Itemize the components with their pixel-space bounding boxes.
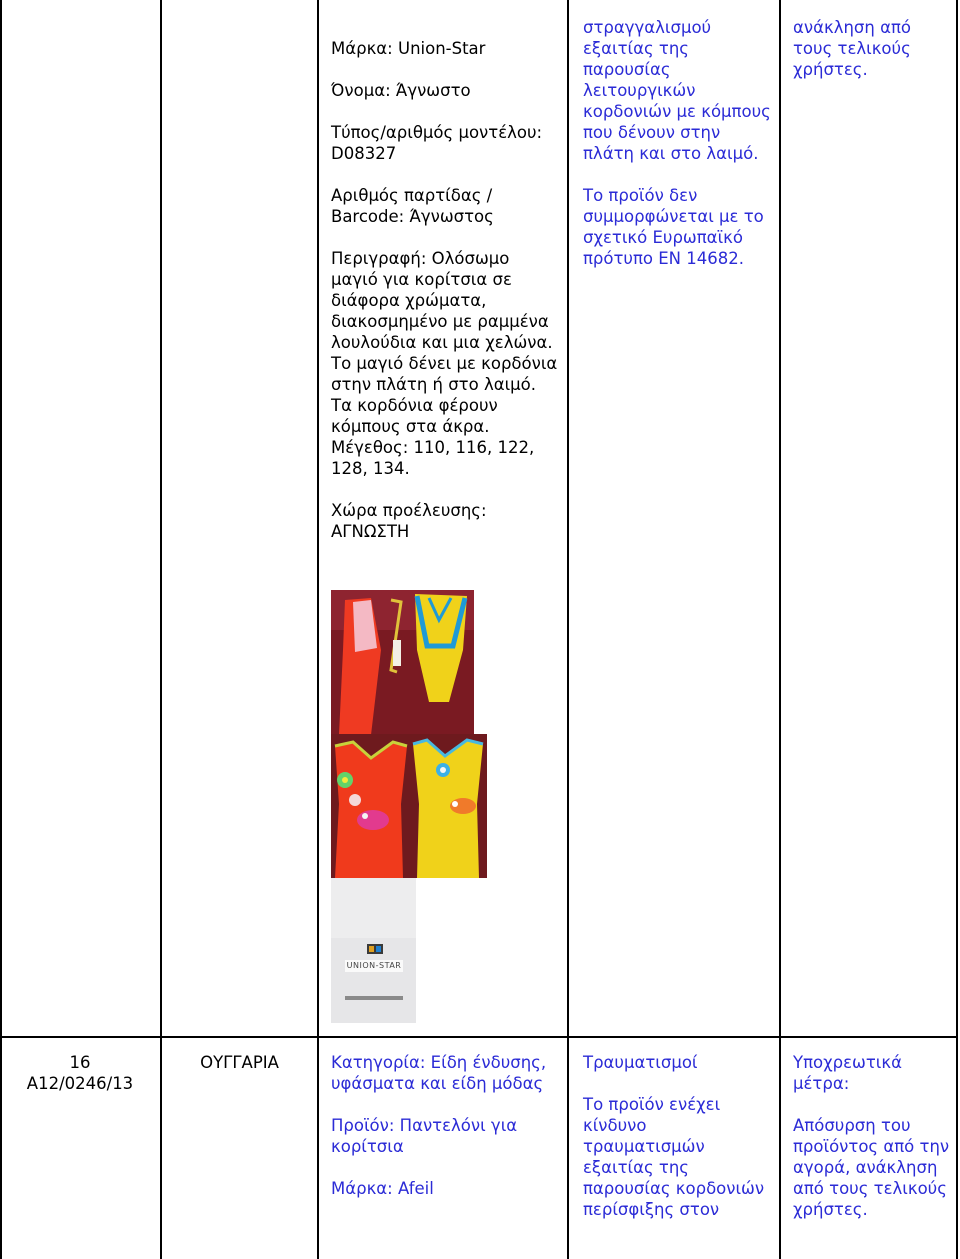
column-divider-2 [317,0,319,1259]
reference-number: A12/0246/13 [26,1074,134,1093]
measures-text: Απόσυρση του προϊόντος από την αγορά, ανάκληση από τους τελικούς χρήστες. [793,1116,950,1219]
risk-continuation-text: στραγγαλισμού εξαιτίας της παρουσίας λειτουργικών κορδονιών με κόμπους που δένουν στην πλάτη και στο λαιμό. [583,18,771,163]
label-brand-text: UNION-STAR [346,961,402,970]
row-divider [0,1036,958,1038]
risk-type-text: Τραυματισμοί [583,1053,698,1072]
model-text: Τύπος/αριθμός μοντέλου: D08327 [331,123,543,163]
measures-continuation-text: ανάκληση από τους τελικούς χρήστες. [793,18,911,79]
product-details-cell [331,38,561,542]
risk-description-cell [583,17,775,269]
product-photo-back-view [331,590,474,735]
description-text: Περιγραφή: Ολόσωμο μαγιό για κορίτσια σε διάφορα χρώματα, διακοσμημένο με ραμμένα λουλούδια και μια χελώνα. Το μαγιό δένει με κορδόνια στην πλάτη ή στο λαιμό. Τα κορδόνια φέρουν κόμπους στα άκρα. Μέγεθος: 110, 116, 122, 128, 134. [331,249,558,478]
product-text: Προϊόν: Παντελόνι για κορίτσια [331,1116,518,1156]
row-16-product-cell [331,1052,563,1199]
risk-standard-text: Το προϊόν δεν συμμορφώνεται με το σχετικό Ευρωπαϊκό πρότυπο EN 14682. [583,186,764,268]
brand-text: Μάρκα: Union-Star [331,39,486,58]
row-16-risk-cell [583,1052,771,1220]
column-divider-4 [779,0,781,1259]
product-photo-front-view [331,734,487,878]
measures-cell [793,17,953,80]
row-16-measures-cell [793,1052,953,1220]
product-photo-label [331,878,416,1023]
origin-text: Χώρα προέλευσης: ΑΓΝΩΣΤΗ [331,501,487,541]
measures-type-text: Υποχρεωτικά μέτρα: [793,1053,902,1093]
brand-text-row16: Μάρκα: Afeil [331,1179,434,1198]
risk-text: Το προϊόν ενέχει κίνδυνο τραυματισμών εξαιτίας της παρουσίας κορδονιών περίσφιξης στον [583,1095,765,1219]
column-divider-3 [567,0,569,1259]
table-border-right [956,0,958,1259]
row-number: 16 [69,1053,91,1072]
category-text: Κατηγορία: Είδη ένδυσης, υφάσματα και είδη μόδας [331,1053,547,1093]
batch-text: Αριθμός παρτίδας / Barcode: Άγνωστος [331,186,494,226]
country-text: ΟΥΓΓΑΡΙΑ [200,1053,279,1072]
name-text: Όνομα: Άγνωστο [331,81,471,100]
row-16-country-cell [162,1052,317,1073]
row-16-id-cell [2,1052,158,1094]
